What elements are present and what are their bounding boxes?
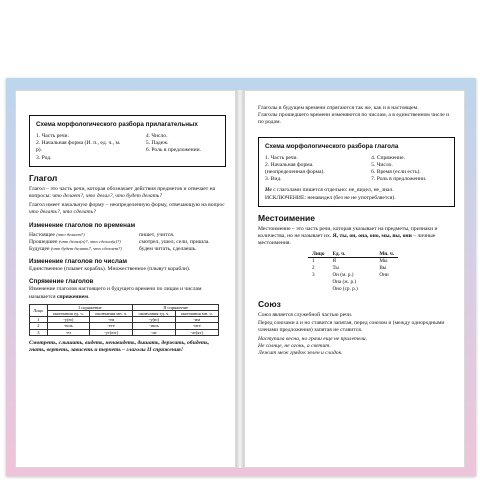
book-spine	[236, 90, 244, 468]
right-intro-2: Глаголы прошедшего времени изменяются по числам, а в единственном числе и по родам.	[258, 112, 450, 126]
verb-heading: Глагол	[29, 172, 58, 183]
pronoun-definition: Местоимение – это часть речи, которая указывает на предметы, признаки и количества, но не называет их. Я, ты, он, она, оно, мы, вы, они – личные местоимения.	[258, 225, 438, 247]
conjugation-exception: Смотреть, слышать, видеть, ненавидеть, дышать, держать, обидеть, гнать, вертеть, зависеть и терпеть – глаголы II спряжения!	[29, 339, 210, 354]
table-row: 1 Я Мы	[312, 258, 388, 265]
scheme-item: 3. Род.	[36, 154, 52, 161]
union-example-3: Лежит меж грядок зелен и сладок.	[258, 350, 343, 357]
union-example-2: Не солнце, не огонь, а светит.	[258, 343, 331, 350]
ne-exception: ИСКЛЮЧЕНИЕ: ненавидел (без не не употребляется).	[265, 194, 396, 201]
verb-scheme-box	[258, 137, 455, 207]
right-intro-1: Глаголы в будущем времени спрягаются так же, как и в настоящем.	[258, 105, 419, 111]
union-heading: Союз	[258, 299, 281, 310]
tense-row: Прошедшее (что делал(а)?, что сделал(а)?) смотрел, ушел, сели, пришла.	[29, 238, 210, 245]
union-text-2: Перед союзами а и но ставится запятая, перед союзом и (между однородными членами предложения) запятая не ставится.	[258, 319, 445, 333]
scheme-item: 4. Спряжение.	[371, 154, 405, 161]
scheme-item: 2. Начальная форма. (неопределенная форма).	[265, 161, 325, 176]
ne-rule: Не с глаголами пишется отдельно: не_видел, не_знал.	[265, 187, 394, 194]
tense-row: Настоящее (что делает?) пишет, учится.	[29, 231, 175, 238]
scheme-item: 4. Число.	[145, 133, 168, 139]
tense-row: Будущее (что будет делать?, что сделает?) будем читать, сделаешь.	[29, 246, 197, 253]
table-row: 3 Он (м. р.) Они	[312, 272, 389, 279]
scheme-item: 6. Роль в предложении.	[145, 147, 202, 154]
left-page	[15, 90, 236, 468]
pronoun-heading: Местоимение	[258, 212, 315, 223]
adjective-scheme-box	[29, 115, 226, 167]
scheme-item: 5. Число.	[371, 161, 393, 168]
scheme-item: 7. Роль в предложении.	[371, 176, 427, 183]
verb-definition: Глагол – это часть речи, которая обозначает действия предметов и отвечает на вопросы: что делает?, что делал?, что будет делать?	[29, 185, 216, 200]
scheme-item: 2. Начальная форма (И. п., ед. ч., м. р).	[36, 140, 121, 154]
scheme-item: 5. Падеж.	[145, 140, 169, 147]
conjugation-table: Лицо I спряжение II спряжение окончания ед. ч. окончания мн. ч. окончания ед. ч. окончания мн. ч. 1 -у(ю) -ем -у(ю) -им 2 -ешь -ете -ишь -ите 3 -ет -ут(ют) -ит -ат(ят)	[29, 304, 219, 336]
scheme-item: 1. Часть речи.	[36, 133, 69, 139]
scheme-item: 6. Время (если есть).	[371, 169, 421, 176]
verb-initial-form: Глагол имеет начальную форму – неопределенную форму, отвечающую на вопрос что делать?, что сделать?	[29, 202, 225, 216]
conjugation-heading: Спряжение глаголов	[29, 278, 94, 286]
tense-heading: Изменение глаголов по временам	[29, 221, 136, 229]
right-page	[244, 90, 465, 468]
number-text: Единственное (плывет корабль). Множественное (плывут корабли).	[29, 266, 191, 273]
pronoun-table: Лицо Ед. ч. Мн. ч. 1 Я Мы 2 Ты Вы 3 Он (м. р.) Они Она (ж. р.) Оно (ср. р.)	[308, 251, 398, 293]
tense-list	[29, 232, 226, 254]
table-row: 1 -у(ю) -ем -у(ю) -им	[30, 317, 219, 323]
verb-scheme-title: Схема морфологического разбора глагола	[265, 142, 399, 150]
union-example-1: Наступила весна, но грачи еще не прилетели.	[258, 336, 368, 343]
table-row: 2 -ешь -ете -ишь -ите	[30, 323, 219, 329]
table-row: 2 Ты Вы	[312, 265, 387, 272]
number-heading: Изменение глаголов по числам	[29, 258, 128, 266]
scheme-item: 3. Вид.	[265, 176, 282, 183]
table-row: 3 -ет -ут(ют) -ит -ат(ят)	[30, 329, 219, 335]
table-row: Она (ж. р.)	[332, 279, 357, 286]
table-row: Оно (ср. р.)	[332, 286, 358, 293]
adjective-scheme-title: Схема морфологического разбора прилагательных	[36, 121, 198, 128]
union-text-1: Союз является служебной частью речи.	[258, 312, 353, 319]
conjugation-text: Изменение глаголов настоящего и будущего времени по лицам и числам называется спряжением.	[29, 286, 202, 300]
scheme-item: 1. Часть речи.	[265, 154, 298, 161]
